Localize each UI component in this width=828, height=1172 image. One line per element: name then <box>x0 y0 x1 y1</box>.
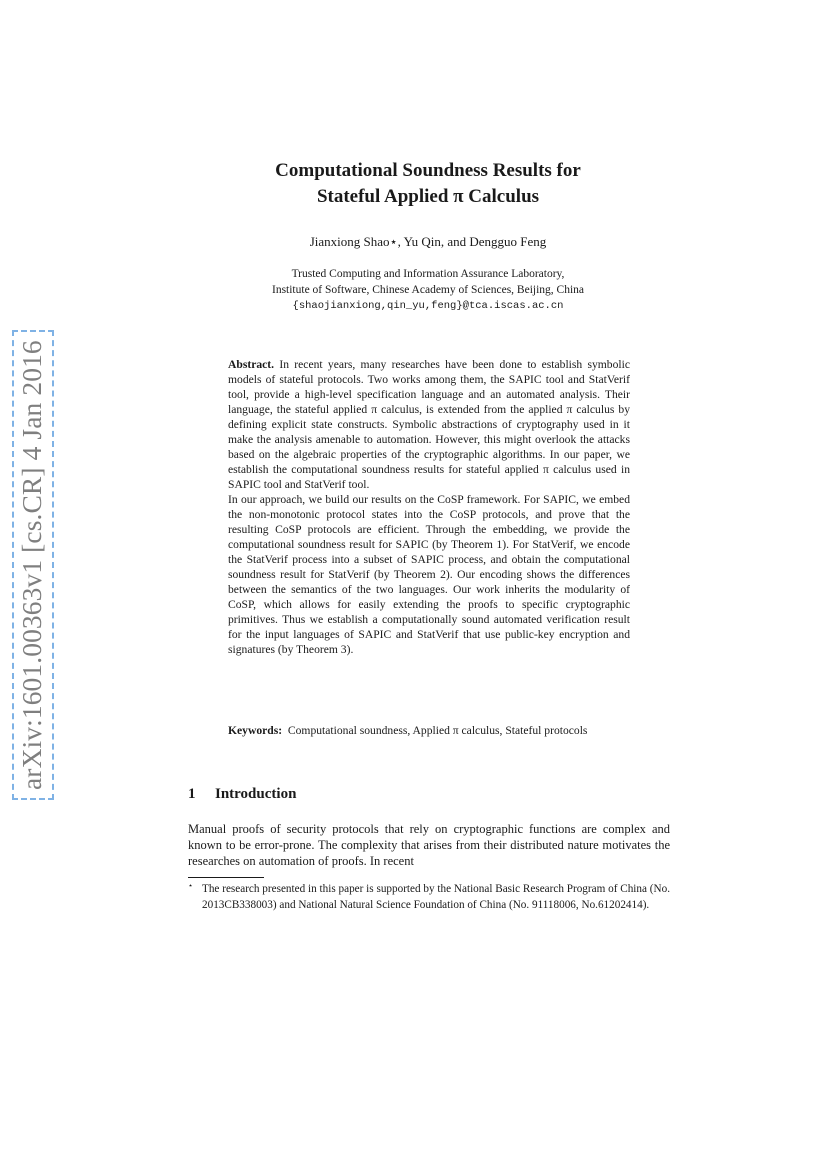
arxiv-identifier-stamp[interactable]: arXiv:1601.00363v1 [cs.CR] 4 Jan 2016 <box>12 330 54 800</box>
section-heading <box>188 784 296 804</box>
author-list: Jianxiong Shao⋆, Yu Qin, and Dengguo Feng <box>309 234 547 249</box>
abstract-paragraph-2: In our approach, we build our results on the CoSP framework. For SAPIC, we embed the non-monotonic protocol states into the CoSP protocols, and prove that the resulting CoSP protocols are efficient. Through the embedding, we provide the computational soundness result for SAPIC (by Theorem 1). For StatVerif, we encode the StatVerif process into a subset of SAPIC process, and obtain the computational soundness result for StatVerif (by Theorem 2). Our encoding shows the differences between the semantics of the two languages. Our work inherits the modularity of CoSP, which allows for easily extending the proofs to specific cryptographic primitives. Thus we establish a computationally sound automated verification result for the input languages of SAPIC and StatVerif that use public-key encryption and signatures (by Theorem 3). <box>228 493 630 656</box>
abstract-paragraph-1 <box>228 357 630 492</box>
abstract-text-1: In recent years, many researches have been done to establish symbolic models of stateful protocols. Two works among them, the SAPIC tool and StatVerif tool, provide a high-level specification language and an automated analysis. Their language, the stateful applied π calculus, is extended from the applied π calculus by defining explicit state constructs. Symbolic abstractions of cryptography used in it make the analysis amenable to automation. However, this might overlook the attacks based on the algebraic properties of the cryptographic algorithms. In our paper, we establish the computational soundness results for stateful applied π calculus used in SAPIC tool and StatVerif tool. <box>228 358 630 491</box>
footnote-text: The research presented in this paper is supported by the National Basic Research Program of China (No. 2013CB338003) and National Natural Science Foundation of China (No. 91118006, No.61202414). <box>202 883 670 911</box>
introduction-paragraph: Manual proofs of security protocols that rely on cryptographic functions are complex and known to be error-prone. The complexity that arises from their distributed nature motivates the researches on automation of proofs. In recent <box>188 822 670 868</box>
affiliation-line-2: Institute of Software, Chinese Academy of Sciences, Beijing, China <box>271 284 585 296</box>
affiliation-line-1: Trusted Computing and Information Assurance Laboratory, <box>291 268 565 280</box>
keywords-label: Keywords: <box>228 724 283 737</box>
section-title: Introduction <box>215 786 297 802</box>
section-number: 1 <box>188 786 196 802</box>
footnote-mark: ⋆ <box>188 881 194 890</box>
affiliation <box>140 266 716 314</box>
footnote <box>188 881 670 913</box>
abstract <box>228 357 630 657</box>
abstract-label: Abstract. <box>228 358 275 371</box>
author-email[interactable]: {shaojianxiong,qin_yu,feng}@tca.iscas.ac.cn <box>292 300 564 312</box>
paper-title <box>140 158 716 210</box>
keywords-text: Computational soundness, Applied π calculus, Stateful protocols <box>287 724 588 737</box>
title-line-2: Stateful Applied π Calculus <box>316 186 540 207</box>
footnote-rule <box>188 877 264 878</box>
keywords <box>228 723 630 738</box>
title-line-1: Computational Soundness Results for <box>275 160 581 181</box>
